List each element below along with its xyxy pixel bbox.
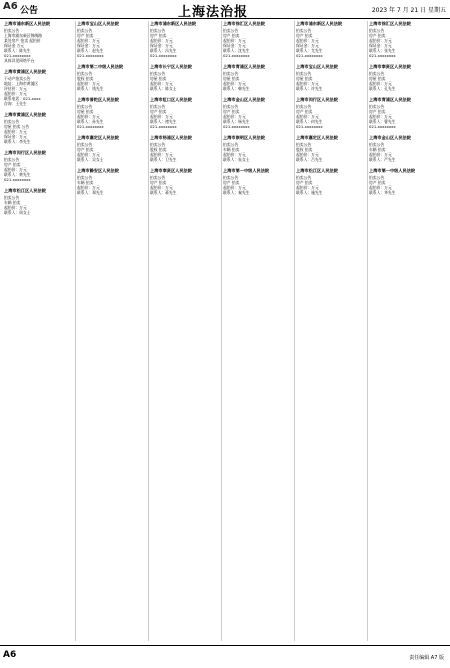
notice-line: 起拍价：万元 [296, 152, 319, 157]
court-notice [369, 97, 440, 129]
notice-line: 联系人：郑先生 [77, 190, 104, 195]
notice-line: 车辆 拍卖 [369, 147, 386, 152]
notice-title: 上海市青浦区人民法院 [369, 97, 411, 102]
notice-line: 起拍价：万元 [77, 81, 100, 86]
notice-line: 021-xxxxxxxx [296, 53, 323, 58]
notice-title: 上海市徐汇区人民法院 [223, 21, 265, 26]
notice-line: 起拍价：万元 [4, 205, 27, 210]
court-notice [150, 168, 220, 195]
notice-line: 联系人：孙先生 [77, 119, 104, 124]
notice-line: 联系人：张先生 [369, 48, 396, 53]
notice-line: 联系人：尤先生 [296, 48, 323, 53]
masthead: 上海法治报 [178, 5, 249, 20]
notice-line: 拍卖公告 [223, 175, 239, 180]
notice-line: 起拍价：万元 [369, 38, 392, 43]
notice-line: 房产 拍卖 [223, 33, 240, 38]
court-notice [369, 135, 440, 162]
notice-line: 021-xxxxxxxx [223, 124, 250, 129]
notice-title: 上海市浦东新区人民法院 [4, 21, 51, 26]
notice-line: 起拍价：万元 [223, 81, 246, 86]
notice-title: 上海市金山区人民法院 [223, 97, 265, 102]
notice-line: 车辆 拍卖 [4, 200, 21, 205]
court-notice [150, 97, 220, 129]
notice-line: 保证金 万元 [4, 43, 25, 48]
notice-line: 021-xxxxxxxx [223, 53, 250, 58]
notice-title: 上海市闵行区人民法院 [296, 97, 338, 102]
notice-line: 起拍价：万元 [369, 152, 392, 157]
notice-line: 房产 拍卖 [4, 162, 21, 167]
court-notice [77, 168, 147, 195]
court-notice [369, 168, 440, 195]
notice-line: 具体详见网络平台 [4, 58, 35, 63]
notice-title: 上海市长宁区人民法院 [150, 64, 192, 69]
notice-line: 起拍价：万元 [369, 114, 392, 119]
page-footer [0, 645, 450, 668]
notice-line: 联系人：陈女士 [150, 86, 177, 91]
notice-line: 起拍价：万元 [77, 185, 100, 190]
notice-line: 联系人：孔先生 [369, 86, 396, 91]
notice-line: 联系人：钱先生 [77, 86, 104, 91]
notice-title: 上海市杨浦区人民法院 [150, 135, 192, 140]
notice-title: 上海市金山区人民法院 [369, 135, 411, 140]
notice-line: 联系人：许先生 [296, 86, 323, 91]
notice-line: 地址：上海市黄浦区 [4, 81, 39, 86]
court-notice [223, 21, 293, 58]
notice-line: 拍卖公告 [223, 71, 239, 76]
notice-line: 联系人：黄先生 [4, 172, 31, 177]
notice-line: 联系电话：021-xxxx [4, 96, 41, 101]
notice-line: 拍卖公告 [223, 28, 239, 33]
notice-title: 上海市闵行区人民法院 [4, 150, 46, 155]
notice-line: 联系人：吕先生 [296, 157, 323, 162]
notice-line: 联系人：何先生 [296, 119, 323, 124]
notice-line: 保证金：万元 [4, 134, 27, 139]
court-notice [296, 21, 366, 58]
notice-line: 房产 拍卖 [77, 147, 94, 152]
notice-line: 起拍价：万元 [150, 81, 173, 86]
court-notice [77, 21, 147, 58]
notice-line: 联系人：吴女士 [77, 157, 104, 162]
notice-title: 上海市奉贤区人民法院 [150, 168, 192, 173]
notice-line: 联系人：赵先生 [77, 48, 104, 53]
court-notice [150, 135, 220, 162]
notice-line: 联系人：严先生 [369, 157, 396, 162]
notice-line: 联系人：杨先生 [223, 119, 250, 124]
notice-line: 021-xxxxxxxx [150, 53, 177, 58]
notice-line: 拍卖公告 [150, 175, 166, 180]
notice-title: 上海市静安区人民法院 [77, 168, 119, 173]
notice-line: 拍卖公告 [77, 71, 93, 76]
court-notice [4, 69, 74, 106]
notice-line: 拍卖公告 [369, 142, 385, 147]
notice-line: 拍卖公告 [150, 104, 166, 109]
notice-line: 起拍价：万元 [369, 81, 392, 86]
column [222, 21, 295, 641]
notice-line: 拍卖公告 [369, 28, 385, 33]
column [368, 21, 441, 641]
notice-line: 房产 拍卖 [223, 180, 240, 185]
notice-line: 评估价：万元 [4, 86, 27, 91]
notice-title: 上海市宝山区人民法院 [296, 64, 338, 69]
notice-title: 上海市第一中级人民法院 [369, 168, 416, 173]
notice-line: 拍卖公告 [150, 28, 166, 33]
notice-line: 房产 拍卖 [150, 109, 167, 114]
notice-line: 021-xxxxxxxx [77, 124, 104, 129]
notice-line: 保证金：万元 [77, 43, 100, 48]
notice-line: 联系人：周女士 [4, 210, 31, 215]
notice-line: 房屋 拍卖 [77, 109, 94, 114]
notice-title: 上海市徐汇区人民法院 [369, 21, 411, 26]
notice-columns [3, 21, 447, 641]
notice-line: 保证金：万元 [150, 43, 173, 48]
court-notice [4, 112, 74, 144]
notice-line: 房产 拍卖 [296, 180, 313, 185]
notice-title: 上海市第一中级人民法院 [223, 168, 270, 173]
notice-line: 起拍价：万元 [296, 38, 319, 43]
footer-editor: 责任编辑 A7 版 [409, 655, 444, 661]
court-notice [77, 97, 147, 129]
notice-line: 起拍价：万元 [369, 185, 392, 190]
court-notice [150, 64, 220, 91]
notice-line: 021-xxxxxxxx [77, 53, 104, 58]
notice-line: 联系人：曹先生 [369, 119, 396, 124]
footer-page-number: A6 [3, 650, 17, 660]
notice-line: 起拍价：万元 [223, 152, 246, 157]
notice-line: 起拍价：万元 [4, 91, 27, 96]
notice-line: 房产 拍卖 [296, 109, 313, 114]
notice-line: 拍卖公告 [77, 104, 93, 109]
column [3, 21, 76, 641]
column [76, 21, 149, 641]
notice-line: 021-xxxxxxxx [369, 53, 396, 58]
notice-line: 021-xxxxxxxx [369, 124, 396, 129]
notice-title: 上海市第二中级人民法院 [77, 64, 124, 69]
notice-line: 房屋 拍卖 [150, 76, 167, 81]
notice-line: 021-xxxxxxxx [296, 124, 323, 129]
notice-line: 拍卖公告 [4, 119, 20, 124]
notice-line: 联系人：陈先生 [4, 48, 31, 53]
notice-line: 拍卖公告 [223, 104, 239, 109]
page-number: A6 [3, 1, 18, 12]
notice-line: 拍卖公告 [296, 175, 312, 180]
notice-line: 联系人：秦先生 [223, 190, 250, 195]
court-notice [77, 64, 147, 91]
section-title: 公告 [20, 6, 39, 16]
notice-line: 房屋 拍卖 [369, 76, 386, 81]
notice-title: 上海市浦东新区人民法院 [150, 21, 197, 26]
notice-line: 联系人：施先生 [296, 190, 323, 195]
notice-title: 上海市奉贤区人民法院 [369, 64, 411, 69]
notice-line: 拍卖公告 [296, 142, 312, 147]
notice-line: 股权 拍卖 [150, 147, 167, 152]
notice-line: 联系人：卫先生 [150, 157, 177, 162]
notice-line: 上海市浦东新区锦绣路 [4, 33, 42, 38]
notice-line: 联系人：冯先生 [150, 48, 177, 53]
notice-line: 起拍价：万元 [223, 185, 246, 190]
court-notice [4, 188, 74, 215]
notice-line: 拍卖公告 [77, 142, 93, 147]
notice-line: 起拍价：万元 [77, 114, 100, 119]
notice-line: 房产 拍卖 [296, 33, 313, 38]
notice-line: 拍卖公告 [4, 195, 20, 200]
notice-line: 车辆 拍卖 [77, 180, 94, 185]
notice-line: 拍卖公告 [296, 104, 312, 109]
notice-line: 拍卖公告 [296, 71, 312, 76]
notice-line: 拍卖公告 [4, 157, 20, 162]
notice-line: 房产 拍卖 [369, 109, 386, 114]
notice-line: 起拍价：万元 [223, 114, 246, 119]
court-notice [223, 97, 293, 129]
court-notice [296, 97, 366, 129]
issue-date: 2023 年 7 月 21 日 星期五 [371, 7, 446, 14]
notice-line: 拍卖公告 [296, 28, 312, 33]
notice-line: 起拍价：万元 [150, 38, 173, 43]
notice-line: 021-xxxxxxxx [4, 53, 31, 58]
notice-line: 房产 拍卖 [223, 109, 240, 114]
notice-title: 上海市浦东新区人民法院 [296, 21, 343, 26]
notice-line: 拍卖公告 [150, 71, 166, 76]
notice-line: 起拍价：万元 [77, 38, 100, 43]
notice-line: 房屋 拍卖 [296, 76, 313, 81]
notice-line: 起拍价：万元 [150, 185, 173, 190]
notice-line: 021-xxxxxxxx [150, 124, 177, 129]
notice-line: 起拍价：万元 [296, 81, 319, 86]
notice-line: 联系人：沈先生 [223, 48, 250, 53]
court-notice [223, 135, 293, 162]
court-notice [4, 150, 74, 182]
notice-line: 房产 拍卖 [369, 33, 386, 38]
notice-title: 上海市青浦区人民法院 [223, 64, 265, 69]
notice-line: 021-xxxxxxxx [4, 177, 31, 182]
court-notice [369, 64, 440, 91]
notice-line: 起拍价：万元 [296, 114, 319, 119]
court-notice [223, 64, 293, 91]
notice-line: 起拍价：万元 [77, 152, 100, 157]
notice-line: 拍卖公告 [4, 28, 20, 33]
notice-line: 股权 拍卖 [77, 76, 94, 81]
notice-line: 房屋 拍卖 公告 [4, 124, 30, 129]
notice-line: 某处房产 拍卖 起拍价 [4, 38, 41, 43]
notice-line: 车辆 拍卖 [223, 147, 240, 152]
notice-line: 拍卖公告 [150, 142, 166, 147]
court-notice [223, 168, 293, 195]
notice-title: 上海市松江区人民法院 [296, 168, 338, 173]
notice-line: 房产 拍卖 [150, 180, 167, 185]
notice-line: 联系人：褚先生 [150, 119, 177, 124]
notice-line: 联系人：朱女士 [223, 157, 250, 162]
notice-title: 上海市黄浦区人民法院 [4, 69, 46, 74]
notice-title: 上海市松江区人民法院 [4, 188, 46, 193]
column [149, 21, 222, 641]
notice-line: 房产 拍卖 [77, 33, 94, 38]
notice-line: 拍卖公告 [223, 142, 239, 147]
court-notice [4, 21, 74, 63]
notice-title: 上海市嘉定区人民法院 [77, 135, 119, 140]
notice-line: 保证金：万元 [369, 43, 392, 48]
notice-title: 上海市虹口区人民法院 [150, 97, 192, 102]
notice-line: 拍卖公告 [369, 104, 385, 109]
notice-line: 联系人：华先生 [369, 190, 396, 195]
notice-line: 起拍价：万元 [150, 152, 173, 157]
court-notice [296, 135, 366, 162]
court-notice [296, 168, 366, 195]
notice-line: 拍卖公告 [77, 175, 93, 180]
notice-line: 联系人：李先生 [4, 139, 31, 144]
notice-title: 上海市崇明区人民法院 [223, 135, 265, 140]
notice-line: 房产 拍卖 [150, 33, 167, 38]
notice-line: 保证金：万元 [296, 43, 319, 48]
notice-line: 股权 拍卖 [296, 147, 313, 152]
court-notice [369, 21, 440, 58]
notice-title: 上海市普陀区人民法院 [77, 97, 119, 102]
page-header [0, 0, 450, 19]
notice-line: 起拍价：万元 [223, 38, 246, 43]
notice-line: 起拍价：万元 [4, 129, 27, 134]
court-notice [296, 64, 366, 91]
notice-line: 拍卖公告 [77, 28, 93, 33]
notice-line: 起拍价：万元 [150, 114, 173, 119]
court-notice [150, 21, 220, 58]
notice-line: 房屋 拍卖 [223, 76, 240, 81]
notice-line: 联系人：蒋先生 [150, 190, 177, 195]
notice-line: 不动产拍卖公告 [4, 76, 31, 81]
notice-line: 咨询：王先生 [4, 101, 27, 106]
notice-line: 联系人：韩先生 [223, 86, 250, 91]
notice-line: 拍卖公告 [369, 71, 385, 76]
notice-line: 拍卖公告 [369, 175, 385, 180]
court-notice [77, 135, 147, 162]
notice-line: 起拍价：万元 [296, 185, 319, 190]
column [295, 21, 368, 641]
notice-title: 上海市宝山区人民法院 [77, 21, 119, 26]
notice-line: 起拍价：万元 [4, 167, 27, 172]
notice-line: 房产 拍卖 [369, 180, 386, 185]
notice-title: 上海市黄浦区人民法院 [4, 112, 46, 117]
notice-title: 上海市嘉定区人民法院 [296, 135, 338, 140]
notice-line: 保证金：万元 [223, 43, 246, 48]
